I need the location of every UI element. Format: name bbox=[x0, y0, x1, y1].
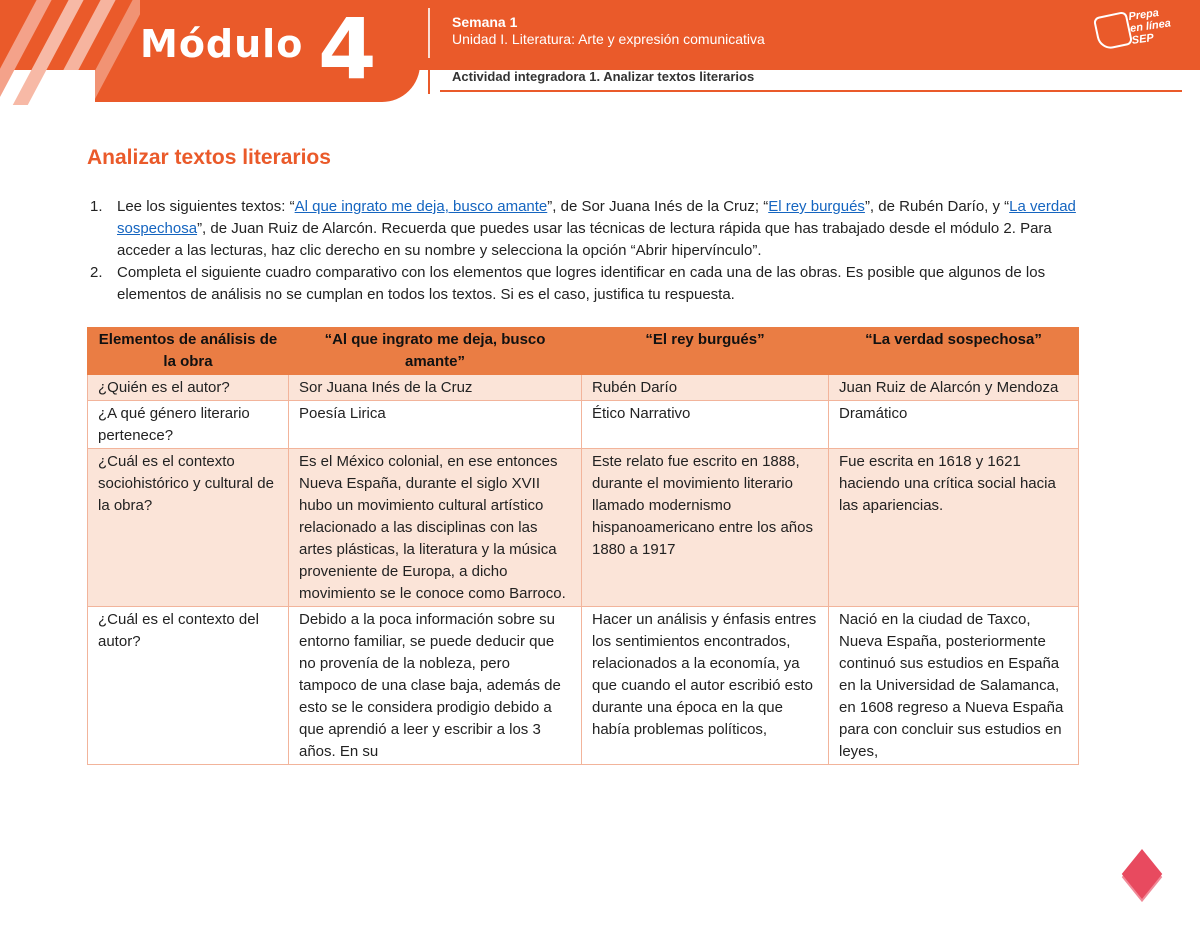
link-al-que-ingrato[interactable]: Al que ingrato me deja, busco amante bbox=[294, 198, 548, 215]
instruction-text: Completa el siguiente cuadro comparativo con los elementos que logres identificar en cada una de las obras. Es posible que algunos de los elementos de análisis no se cumplan en todos los textos. Si es el caso, justifica tu respuesta. bbox=[117, 264, 1046, 303]
table-cell[interactable]: Juan Ruiz de Alarcón y Mendoza bbox=[829, 375, 1079, 401]
header-cell: “Al que ingrato me deja, busco amante” bbox=[289, 328, 582, 375]
table-cell[interactable]: ¿Cuál es el contexto sociohistórico y cultural de la obra? bbox=[88, 449, 289, 607]
header-underline bbox=[440, 90, 1182, 92]
page-header bbox=[0, 0, 1200, 110]
header-divider bbox=[428, 8, 430, 58]
table-cell[interactable]: Nació en la ciudad de Taxco, Nueva España, posteriormente continuó sus estudios en España en la Universidad de Salamanca, en 1608 regreso a Nueva España para con concluir sus estudios en leyes, bbox=[829, 607, 1079, 765]
prepa-en-linea-logo bbox=[1096, 6, 1172, 60]
page-title: Analizar textos literarios bbox=[87, 146, 331, 169]
logo-text: Prepa en línea SEP bbox=[1127, 6, 1172, 47]
module-number: 4 bbox=[318, 0, 377, 98]
item-number: 1. bbox=[90, 198, 103, 215]
comparison-table bbox=[87, 327, 1079, 765]
table-row bbox=[88, 607, 1079, 765]
instruction-text: Lee los siguientes textos: “ bbox=[117, 198, 295, 215]
item-number: 2. bbox=[90, 264, 103, 281]
link-la-verdad-sospechosa[interactable]: La verdad sospechosa bbox=[117, 198, 1076, 237]
activity-label: Actividad integradora 1. Analizar textos literarios bbox=[452, 69, 755, 84]
table-cell[interactable]: Sor Juana Inés de la Cruz bbox=[289, 375, 582, 401]
module-label: Módulo bbox=[140, 22, 304, 66]
table-cell[interactable]: Rubén Darío bbox=[582, 375, 829, 401]
table-cell[interactable]: Dramático bbox=[829, 401, 1079, 449]
table-cell[interactable]: Debido a la poca información sobre su entorno familiar, se puede deducir que no provenía de la nobleza, pero tampoco de una clase baja, además de esto se le considera prodigio debido a que aprendió a leer y escribir a los 3 años. En su bbox=[289, 607, 582, 765]
diamond-decoration-icon bbox=[1122, 849, 1162, 899]
table-cell[interactable]: Fue escrita en 1618 y 1621 haciendo una crítica social hacia las apariencias. bbox=[829, 449, 1079, 607]
table-row bbox=[88, 449, 1079, 607]
instruction-text: ”, de Juan Ruiz de Alarcón. Recuerda que puedes usar las técnicas de lectura rápida que has trabajado desde el módulo 2. Para acceder a las lecturas, haz clic derecho en su nombre y selecciona la opción “Abrir hipervínculo”. bbox=[117, 220, 1052, 259]
logo-badge-icon bbox=[1093, 11, 1133, 51]
table-cell[interactable]: Ético Narrativo bbox=[582, 401, 829, 449]
table-cell[interactable]: Este relato fue escrito en 1888, durante el movimiento literario llamado modernismo hispanoamericano entre los años 1880 a 1917 bbox=[582, 449, 829, 607]
instructions-list bbox=[87, 196, 1097, 306]
table-cell[interactable]: Hacer un análisis y énfasis entres los sentimientos encontrados, relacionados a la economía, ya que cuando el autor escribió esto durante una época en la que había problemas políticos, bbox=[582, 607, 829, 765]
week-label: Semana 1 bbox=[452, 14, 518, 30]
table-row bbox=[88, 401, 1079, 449]
table-cell[interactable]: Es el México colonial, en ese entonces Nueva España, durante el siglo XVII hubo un movimiento cultural artístico relacionado a las disciplinas con las artes plásticas, la literatura y la música proveniente de Europa, a dicho movimiento se le conoce como Barroco. bbox=[289, 449, 582, 607]
table-cell[interactable]: ¿Quién es el autor? bbox=[88, 375, 289, 401]
instruction-item bbox=[87, 262, 1097, 306]
activity-rule bbox=[428, 60, 430, 94]
instruction-text: ”, de Rubén Darío, y “ bbox=[864, 198, 1010, 215]
instruction-text: ”, de Sor Juana Inés de la Cruz; “ bbox=[547, 198, 769, 215]
table-cell[interactable]: Poesía Lirica bbox=[289, 401, 582, 449]
unit-label: Unidad I. Literatura: Arte y expresión comunicativa bbox=[452, 31, 765, 47]
header-cell: “La verdad sospechosa” bbox=[829, 328, 1079, 375]
instruction-item bbox=[87, 196, 1097, 262]
link-el-rey-burgues[interactable]: El rey burgués bbox=[768, 198, 865, 215]
table-row bbox=[88, 375, 1079, 401]
table-cell[interactable]: ¿Cuál es el contexto del autor? bbox=[88, 607, 289, 765]
header-cell: “El rey burgués” bbox=[582, 328, 829, 375]
decorative-stripes bbox=[0, 0, 140, 105]
table-header-row bbox=[88, 328, 1079, 375]
table-cell[interactable]: ¿A qué género literario pertenece? bbox=[88, 401, 289, 449]
header-cell: Elementos de análisis de la obra bbox=[88, 328, 289, 375]
